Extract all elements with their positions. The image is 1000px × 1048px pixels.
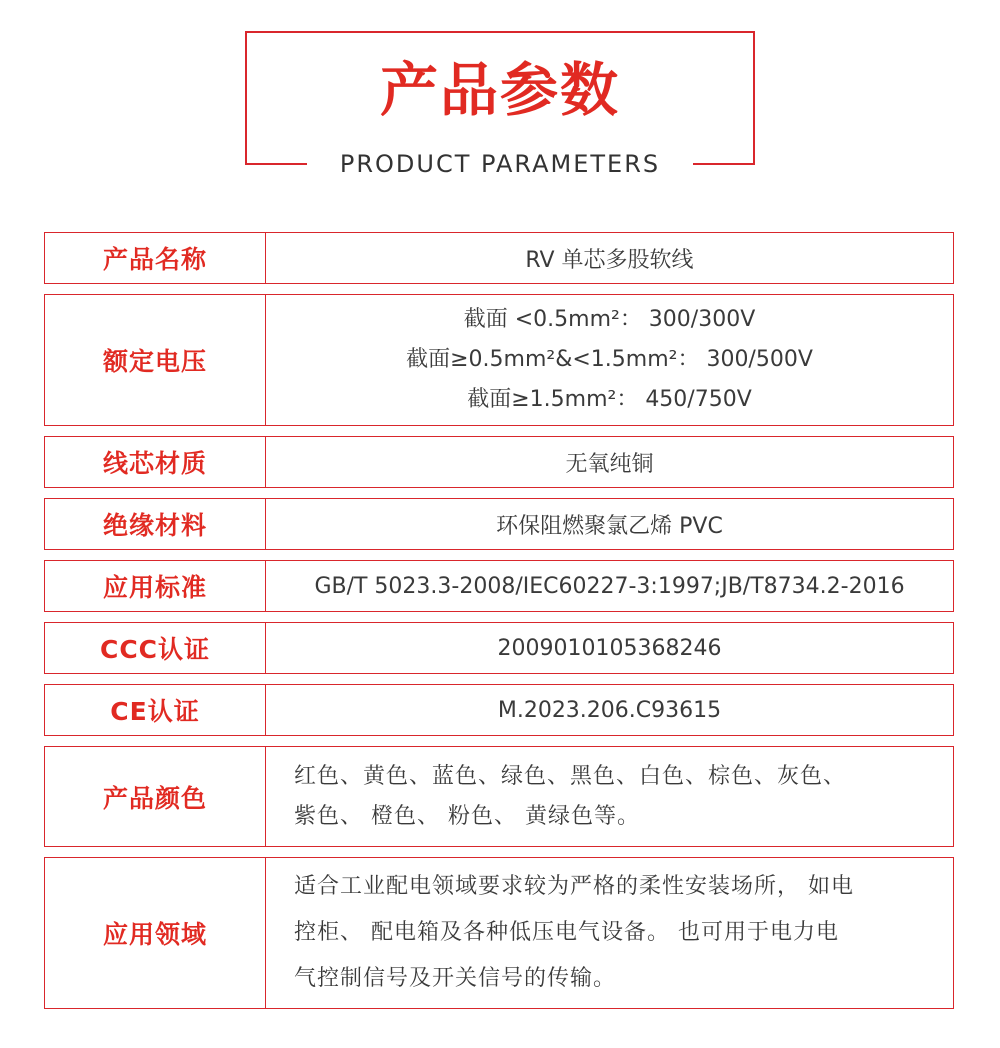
param-row-standard [44,560,954,612]
param-value [266,685,953,735]
param-value-line: 截面 <0.5mm²： 300/300V [463,307,756,332]
param-value-line: 2009010105368246 [497,635,722,661]
param-value [266,233,953,283]
param-value [266,295,953,425]
param-value-line: 红色、黄色、蓝色、绿色、黑色、白色、棕色、灰色、 [294,763,847,789]
param-label: 产品颜色 [45,747,266,846]
header-frame-bottom-left [245,163,307,165]
header-frame-top [245,31,755,33]
param-value-line: 截面≥1.5mm²： 450/750V [467,387,752,412]
param-label: 线芯材质 [45,437,266,487]
param-value-line: 气控制信号及开关信号的传输。 [294,966,617,991]
param-row-applications [44,857,954,1009]
param-row-core-material [44,436,954,488]
param-value-line: 无氧纯铜 [565,451,654,477]
param-label: 产品名称 [45,233,266,283]
param-label: 应用标准 [45,561,266,611]
param-value-line: 控柜、 配电箱及各种低压电气设备。 也可用于电力电 [294,920,839,945]
param-value-line: M.2023.206.C93615 [497,697,722,723]
param-value-line: 紫色、 橙色、 粉色、 黄绿色等。 [294,803,640,829]
param-row-colors [44,746,954,847]
param-value [266,499,953,549]
page-title: 产品参数 [379,56,620,124]
param-row-ccc [44,622,954,674]
page-header [0,0,1000,200]
param-label: CCC认证 [45,623,266,673]
page-subtitle: PRODUCT PARAMETERS [339,150,661,178]
param-value [266,623,953,673]
param-value-line: 适合工业配电领域要求较为严格的柔性安装场所， 如电 [294,874,854,899]
param-row-product-name [44,232,954,284]
param-value [266,437,953,487]
param-value-line: 环保阻燃聚氯乙烯 PVC [496,513,723,539]
param-row-ce [44,684,954,736]
param-row-insulation [44,498,954,550]
param-value-line: GB/T 5023.3-2008/IEC60227-3:1997;JB/T8734.2-2016 [314,573,905,599]
param-row-rated-voltage [44,294,954,426]
param-label: 绝缘材料 [45,499,266,549]
param-value [266,561,953,611]
param-label: CE认证 [45,685,266,735]
param-value-line: 截面≥0.5mm²&<1.5mm²： 300/500V [406,347,813,372]
param-value [266,747,953,846]
param-value-line: RV 单芯多股软线 [525,247,694,273]
param-value [266,858,953,1008]
header-frame-bottom-right [693,163,755,165]
param-label: 应用领域 [45,858,266,1008]
param-label: 额定电压 [45,295,266,425]
